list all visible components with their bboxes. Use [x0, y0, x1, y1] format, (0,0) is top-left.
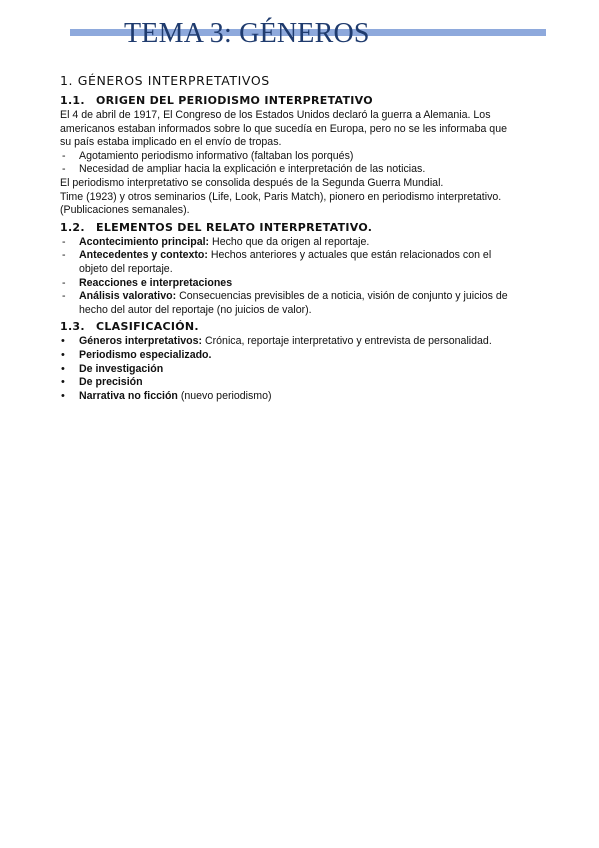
paragraph-intro: El 4 de abril de 1917, El Congreso de los Estados Unidos declaró la guerra a Alemania. Los americanos estaban informados sobre lo que sucedía en Europa, pero no se les informaba que su país estaba implicado en el envío de tropas. — [60, 109, 507, 149]
subsection-number: 1.1. — [60, 94, 85, 107]
item-term: De investigación — [79, 362, 164, 375]
list-item — [60, 249, 520, 276]
paragraph: El periodismo interpretativo se consolida después de la Segunda Guerra Mundial. — [60, 176, 444, 189]
item-term: Reacciones e interpretaciones — [79, 276, 233, 289]
list-item: - Agotamiento periodismo informativo (faltaban los porqués) — [60, 150, 520, 164]
list-item — [60, 290, 520, 317]
item-term: Antecedentes y contexto: — [79, 249, 208, 262]
subsection-number: 1.3. — [60, 320, 85, 334]
list-item: - Necesidad de ampliar hacia la explicación e interpretación de las noticias. — [60, 163, 520, 177]
list-item — [60, 363, 520, 377]
item-text: Consecuencias previsibles de a noticia, visión de conjunto y juicios de hecho del autor del reportaje (no juicios de valor). — [79, 290, 508, 316]
item-text: Crónica, reportaje interpretativo y entrevista de personalidad. — [202, 335, 492, 348]
item-term: Acontecimiento principal: — [79, 235, 210, 248]
subsection-title: ORIGEN DEL PERIODISMO INTERPRETATIVO — [96, 94, 373, 107]
subsection-heading-1-3 — [60, 319, 520, 335]
page-title: TEMA 3: GÉNEROS — [124, 18, 370, 49]
list-item — [60, 390, 520, 404]
subsection-heading-1-2 — [60, 220, 520, 236]
subsection-title: CLASIFICACIÓN. — [96, 320, 199, 334]
item-term: Análisis valorativo: — [79, 290, 177, 303]
item-term: Géneros interpretativos: — [79, 335, 203, 348]
item-term: De precisión — [79, 376, 143, 389]
subsection-number: 1.2. — [60, 220, 85, 234]
subsection-title: ELEMENTOS DEL RELATO INTERPRETATIVO. — [96, 220, 373, 234]
item-term: Narrativa no ficción — [79, 389, 178, 402]
item-text: Hecho que da origen al reportaje. — [209, 235, 370, 248]
classification-list — [60, 335, 520, 403]
list-item — [60, 349, 520, 363]
subsection-heading-1-1 — [60, 93, 520, 109]
section-heading: 1. GÉNEROS INTERPRETATIVOS — [60, 73, 270, 88]
list-item — [60, 376, 520, 390]
item-text: (nuevo periodismo) — [177, 389, 272, 402]
item-text: Hechos anteriores y actuales que están relacionados con el objeto del reportaje. — [79, 249, 492, 275]
paragraph: Time (1923) y otros seminarios (Life, Look, Paris Match), pionero en periodismo interpretativo. (Publicaciones semanales). — [60, 190, 502, 217]
dash-list — [60, 150, 520, 177]
list-item — [60, 236, 520, 250]
list-item — [60, 277, 520, 291]
list-item — [60, 335, 520, 349]
item-term: Periodismo especializado. — [79, 348, 212, 361]
document-body — [60, 72, 520, 403]
elements-list — [60, 236, 520, 318]
